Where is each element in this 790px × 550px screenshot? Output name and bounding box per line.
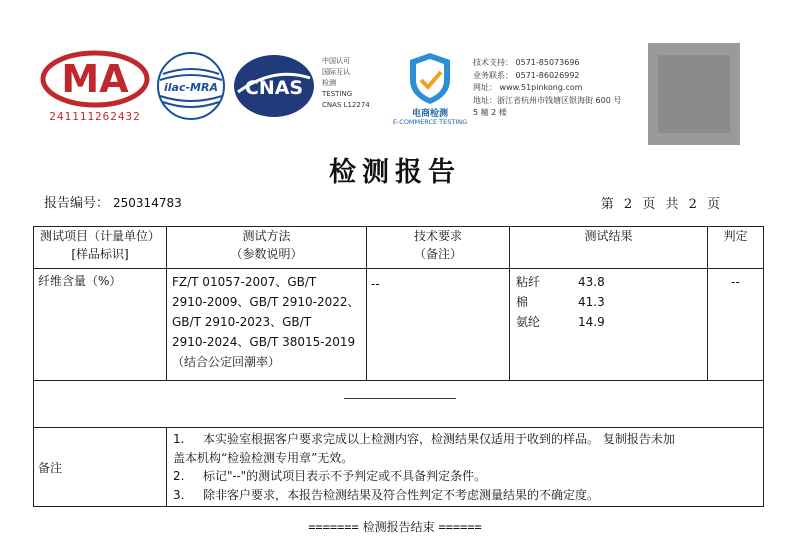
table-row <box>34 269 764 381</box>
cnas-text-line: 国际互认 <box>322 68 350 76</box>
end-marker-right: ====== <box>438 520 482 534</box>
cell-test-item <box>34 269 167 381</box>
contact-business: 业务联系： 0571-86026992 <box>473 70 580 80</box>
header-text: （参数说明） <box>230 247 303 261</box>
report-end-marker <box>0 518 790 535</box>
cnas-logo-text: CNAS <box>244 77 304 99</box>
remarks-content <box>167 428 764 507</box>
cnas-text-line: TESTING <box>322 90 353 98</box>
method-note: （结合公定回潮率） <box>172 355 281 369</box>
empty-cell <box>34 381 764 428</box>
contact-website: 网址： www.51pinkong.com <box>473 83 583 92</box>
cell-test-method <box>167 269 367 381</box>
method-line: 2910-2024、GB/T 38015-2019 <box>172 335 356 349</box>
fiber-percent: 41.3 <box>578 295 605 309</box>
ma-certificate-number: 241111262432 <box>49 110 141 123</box>
cnas-logo <box>232 52 316 120</box>
shield-check-icon <box>388 50 472 106</box>
remarks-label: 备注 <box>34 428 167 507</box>
ma-logo-text: MA <box>61 57 129 101</box>
header-test-item <box>34 227 167 269</box>
remark-number: 1. <box>173 432 185 446</box>
ilac-mra-logo <box>155 50 227 122</box>
cnas-text-line: CNAS L12274 <box>322 101 370 109</box>
cell-verdict: -- <box>708 269 764 381</box>
remark-text <box>203 430 675 449</box>
report-header <box>0 0 790 150</box>
fiber-percent: 43.8 <box>578 275 605 289</box>
fiber-name: 氨纶 <box>516 315 541 329</box>
cell-requirement: -- <box>367 269 510 381</box>
end-marker-text: 检测报告结束 <box>362 520 435 534</box>
ecommerce-name-en: E-COMMERCE TESTING <box>392 118 468 126</box>
remark-number: 2. <box>173 469 185 483</box>
method-line: FZ/T 01057-2007、GB/T <box>172 275 317 289</box>
contact-tech-support: 技术支持： 0571-85073696 <box>473 58 580 67</box>
ilac-logo-text: ilac-MRA <box>164 81 218 94</box>
table-header-row <box>34 227 764 269</box>
cnas-text-line: 中国认可 <box>322 57 350 65</box>
contact-info <box>473 57 621 120</box>
cnas-text-line: 检测 <box>322 79 336 87</box>
header-text: [样品标识] <box>71 247 129 261</box>
result-row <box>510 312 707 332</box>
remark-item <box>173 486 757 505</box>
fiber-name: 粘纤 <box>516 275 541 289</box>
ma-logo <box>40 50 150 123</box>
ecommerce-testing-logo <box>388 50 472 130</box>
header-text: 测试项目（计量单位） <box>39 229 160 243</box>
header-text: 测试结果 <box>584 229 633 243</box>
divider <box>344 398 456 399</box>
result-row <box>510 272 707 292</box>
remark-number: 3. <box>173 487 185 502</box>
remark-item <box>173 467 757 486</box>
header-test-method <box>167 227 367 269</box>
header-text: 技术要求 <box>413 229 462 243</box>
end-marker-left: ======= <box>308 520 359 534</box>
fiber-name: 棉 <box>516 295 529 309</box>
remark-line: 盖本机构“检验检测专用章”无效。 <box>173 450 354 465</box>
header-result <box>510 227 708 269</box>
table-row-empty <box>34 381 764 428</box>
results-table <box>33 226 764 507</box>
remark-line: 标记"--"的测试项目表示不予判定或不具备判定条件。 <box>203 469 487 483</box>
remark-line: 除非客户要求，本报告检测结果及符合性判定不考虑测量结果的不确定度。 <box>203 487 600 502</box>
report-number-value: 250314783 <box>113 196 182 210</box>
method-line: GB/T 2910-2023、GB/T <box>172 315 312 329</box>
result-row <box>510 292 707 312</box>
fiber-percent: 14.9 <box>578 315 605 329</box>
header-text: 测试方法 <box>242 229 291 243</box>
remark-line: 本实验室根据客户要求完成以上检测内容，检测结果仅适用于收到的样品。 复制报告未加 <box>203 432 675 446</box>
report-number-label: 报告编号： <box>44 196 110 211</box>
cnas-accreditation-text <box>322 56 370 111</box>
header-requirement <box>367 227 510 269</box>
method-line: 2910-2009、GB/T 2910-2022、 <box>172 295 360 309</box>
header-text: 判定 <box>723 229 748 243</box>
header-verdict <box>708 227 764 269</box>
remarks-row <box>34 428 764 507</box>
page-info: 第 2 页 共 2 页 <box>600 197 720 212</box>
contact-address: 地址：浙江省杭州市钱塘区银海街 600 号 <box>473 95 622 105</box>
report-number <box>44 192 182 211</box>
header-text: （备注） <box>413 247 462 261</box>
cell-results <box>510 269 708 381</box>
ecommerce-name: 电商检测 <box>411 109 448 119</box>
test-item-text: 纤维含量（%） <box>38 274 122 288</box>
contact-address-cont: 5 幢 2 楼 <box>473 108 507 117</box>
report-title: 检测报告 <box>329 157 461 188</box>
remark-item-cont <box>173 449 757 468</box>
qr-code-blurred <box>648 43 740 145</box>
remark-item <box>173 430 757 449</box>
